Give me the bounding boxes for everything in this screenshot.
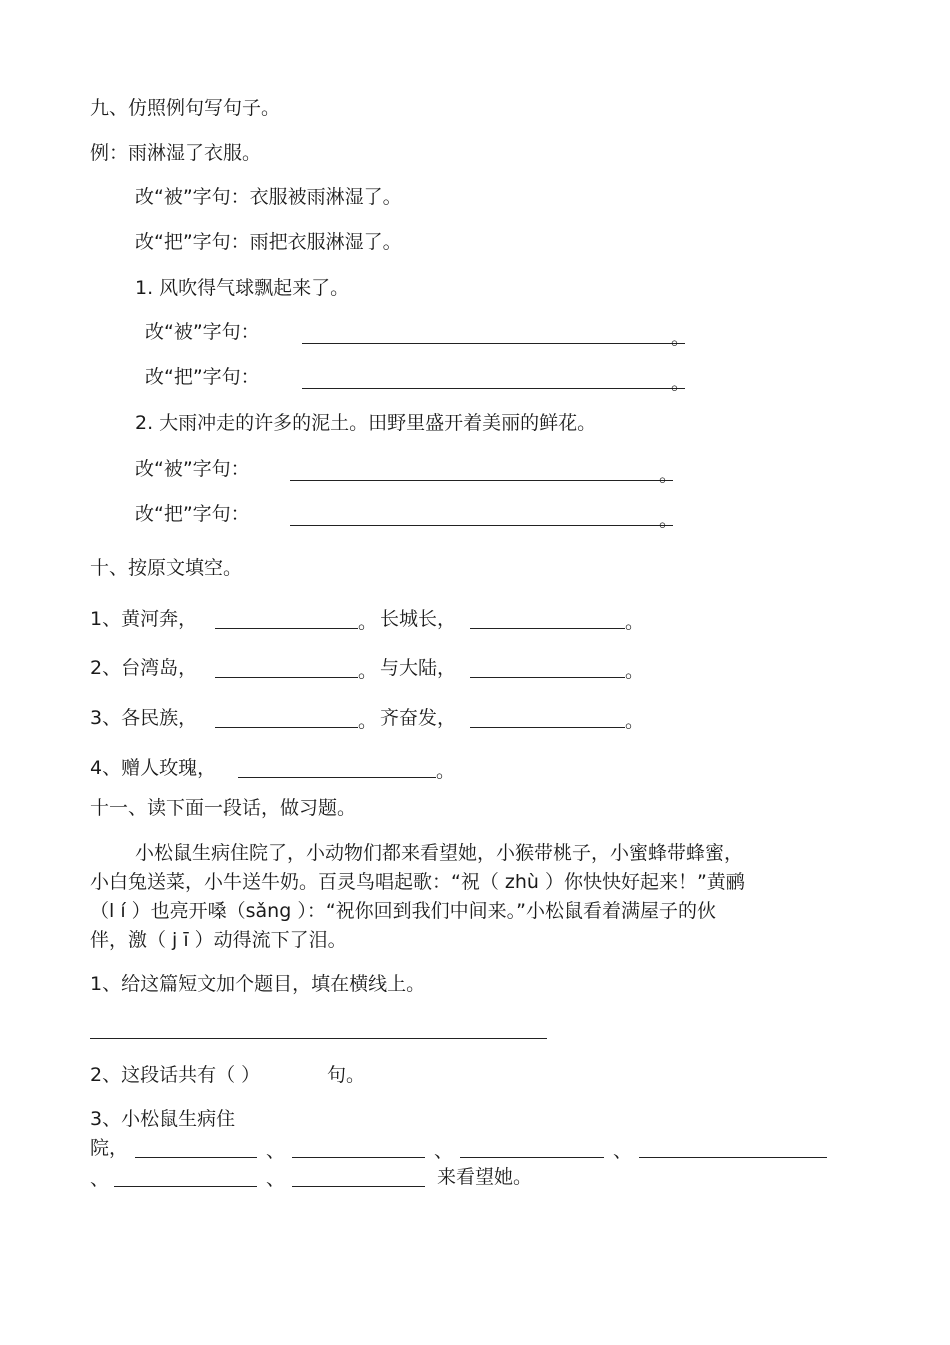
- visitor-line-4[interactable]: [639, 1157, 827, 1158]
- example-bei-sentence: 改“被”字句：衣服被雨淋湿了。: [135, 186, 402, 208]
- q1-ba-label: 改“把”字句：: [145, 366, 260, 388]
- separator: 、: [613, 1140, 633, 1162]
- visitor-line-5[interactable]: [114, 1186, 257, 1187]
- title-answer-line[interactable]: [90, 1038, 547, 1039]
- fill-1a-line[interactable]: [215, 628, 358, 629]
- passage-line-2: 小白兔送菜，小牛送牛奶。百灵鸟唱起歌：“祝（ zhù ）你快快好起来！”黄鹂: [90, 871, 745, 893]
- passage-question-2a: 2、这段话共有（ ）: [90, 1064, 261, 1086]
- passage-question-3a: 3、小松鼠生病住: [90, 1108, 236, 1130]
- question-2-sentence: 2. 大雨冲走的许多的泥土。田野里盛开着美丽的鲜花。: [135, 412, 597, 434]
- fill-2a-line[interactable]: [215, 677, 358, 678]
- section-11-heading: 十一、读下面一段话，做习题。: [90, 797, 357, 819]
- example-ba-sentence: 改“把”字句：雨把衣服淋湿了。: [135, 231, 402, 253]
- passage-question-1: 1、给这篇短文加个题目，填在横线上。: [90, 973, 426, 995]
- fill-1a-period: 。: [358, 611, 378, 633]
- fill-3a-line[interactable]: [215, 727, 358, 728]
- passage-line-1: 小松鼠生病住院了，小动物们都来看望她，小猴带桃子，小蜜蜂带蜂蜜，: [135, 842, 744, 864]
- separator: 、: [266, 1168, 286, 1190]
- fill-2b-label: 与大陆，: [380, 657, 457, 679]
- q2-ba-label: 改“把”字句：: [135, 503, 250, 525]
- fill-3a-period: 。: [358, 710, 378, 732]
- section-9-heading: 九、仿照例句写句子。: [90, 97, 281, 119]
- passage-question-3-end: 来看望她。: [437, 1166, 533, 1188]
- q1-ba-answer-line[interactable]: [302, 388, 685, 389]
- fill-2a-label: 2、台湾岛，: [90, 657, 198, 679]
- fill-2b-line[interactable]: [470, 677, 625, 678]
- separator: 、: [434, 1140, 454, 1162]
- fill-3a-label: 3、各民族，: [90, 707, 198, 729]
- fill-1b-line[interactable]: [470, 628, 625, 629]
- fill-4a-label: 4、赠人玫瑰，: [90, 757, 217, 779]
- fill-1b-period: 。: [625, 611, 645, 633]
- passage-line-4: 伴，激（ j ī ）动得流下了泪。: [90, 929, 347, 951]
- fill-3b-label: 齐奋发，: [380, 707, 457, 729]
- q1-bei-period: 。: [671, 327, 691, 349]
- fill-2b-period: 。: [625, 660, 645, 682]
- section-10-heading: 十、按原文填空。: [90, 557, 243, 579]
- fill-1b-label: 长城长，: [380, 608, 457, 630]
- passage-question-3b: 院，: [90, 1137, 129, 1159]
- visitor-line-6[interactable]: [292, 1186, 425, 1187]
- example-sentence: 例：雨淋湿了衣服。: [90, 142, 262, 164]
- separator: 、: [90, 1168, 110, 1190]
- q2-bei-period: 。: [659, 464, 679, 486]
- fill-1a-label: 1、黄河奔，: [90, 608, 198, 630]
- q2-ba-answer-line[interactable]: [290, 525, 673, 526]
- q1-bei-answer-line[interactable]: [302, 343, 685, 344]
- fill-4a-line[interactable]: [238, 777, 436, 778]
- q1-ba-period: 。: [671, 372, 691, 394]
- q1-bei-label: 改“被”字句：: [145, 321, 260, 343]
- visitor-line-3[interactable]: [460, 1157, 604, 1158]
- passage-question-2b: 句。: [327, 1064, 366, 1086]
- fill-4a-period: 。: [436, 760, 456, 782]
- fill-2a-period: 。: [358, 660, 378, 682]
- q2-bei-answer-line[interactable]: [290, 480, 673, 481]
- question-1-sentence: 1. 风吹得气球飘起来了。: [135, 277, 350, 299]
- fill-3b-line[interactable]: [470, 727, 625, 728]
- q2-ba-period: 。: [659, 509, 679, 531]
- passage-line-3: （l í ）也亮开嗓（sǎng ）：“祝你回到我们中间来。”小松鼠看着满屋子的伙: [90, 900, 717, 922]
- q2-bei-label: 改“被”字句：: [135, 458, 250, 480]
- fill-3b-period: 。: [625, 710, 645, 732]
- visitor-line-2[interactable]: [292, 1157, 425, 1158]
- separator: 、: [266, 1140, 286, 1162]
- visitor-line-1[interactable]: [135, 1157, 257, 1158]
